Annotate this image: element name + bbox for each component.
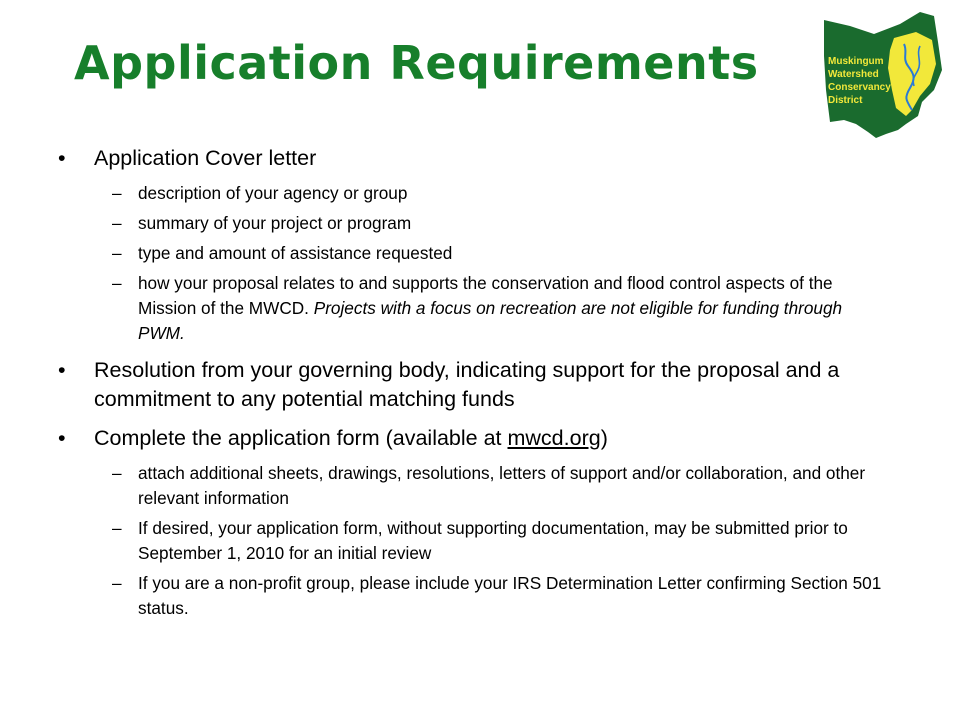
sub-bullet-irs-letter xyxy=(58,571,888,621)
sub-bullet-dash: – xyxy=(112,573,122,593)
sub-bullet-summary xyxy=(58,211,888,236)
bullet-text: Complete the application form (available at xyxy=(94,426,508,450)
sub-bullet-dash: – xyxy=(112,518,122,538)
bullet-text-end: ) xyxy=(600,426,608,450)
sub-bullet-text: description of your agency or group xyxy=(138,183,408,203)
logo-text-line4: District xyxy=(828,95,863,106)
bullet-dot: • xyxy=(58,358,66,382)
sub-bullet-text: attach additional sheets, drawings, resolutions, letters of support and/or collaboration, and other relevant information xyxy=(138,463,866,508)
bullet-resolution xyxy=(58,356,888,414)
sub-bullet-dash: – xyxy=(112,183,122,203)
sub-bullet-dash: – xyxy=(112,243,122,263)
logo-text-line2: Watershed xyxy=(828,69,879,80)
sub-bullet-text: summary of your project or program xyxy=(138,213,412,233)
sub-bullet-assistance xyxy=(58,241,888,266)
sub-bullet-dash: – xyxy=(112,463,122,483)
bullet-application-form xyxy=(58,424,888,453)
sub-bullet-text: type and amount of assistance requested xyxy=(138,243,453,263)
bullet-text: Resolution from your governing body, indicating support for the proposal and a commitment to any potential matching funds xyxy=(94,358,840,411)
sub-bullet-agency xyxy=(58,181,888,206)
sub-bullet-italic-note: Projects with a focus on recreation are not eligible for funding through PWM. xyxy=(138,298,843,343)
logo-text-line1: Muskingum xyxy=(828,56,884,67)
slide-body xyxy=(58,144,888,621)
sub-bullet-attachments xyxy=(58,461,888,511)
logo-text-line3: Conservancy xyxy=(828,82,891,93)
sub-bullet-text: how your proposal relates to and supports the conservation and flood control aspects of the Mission of the MWCD. xyxy=(138,273,833,318)
sub-bullet-mission xyxy=(58,271,888,346)
sub-bullet-text: If desired, your application form, without supporting documentation, may be submitted prior to September 1, 2010 for an initial review xyxy=(138,518,848,563)
mwcd-link[interactable]: mwcd.org xyxy=(507,426,601,450)
sub-bullet-dash: – xyxy=(112,213,122,233)
bullet-dot: • xyxy=(58,426,66,450)
slide-title: Application Requirements xyxy=(74,36,759,90)
bullet-dot: • xyxy=(58,146,66,170)
sub-bullet-dash: – xyxy=(112,273,122,293)
sub-bullet-text: If you are a non-profit group, please include your IRS Determination Letter confirming Section 501 status. xyxy=(138,573,882,618)
bullet-cover-letter xyxy=(58,144,888,173)
sub-bullet-initial-review xyxy=(58,516,888,566)
mwcd-logo xyxy=(822,6,946,140)
bullet-text: Application Cover letter xyxy=(94,146,317,170)
